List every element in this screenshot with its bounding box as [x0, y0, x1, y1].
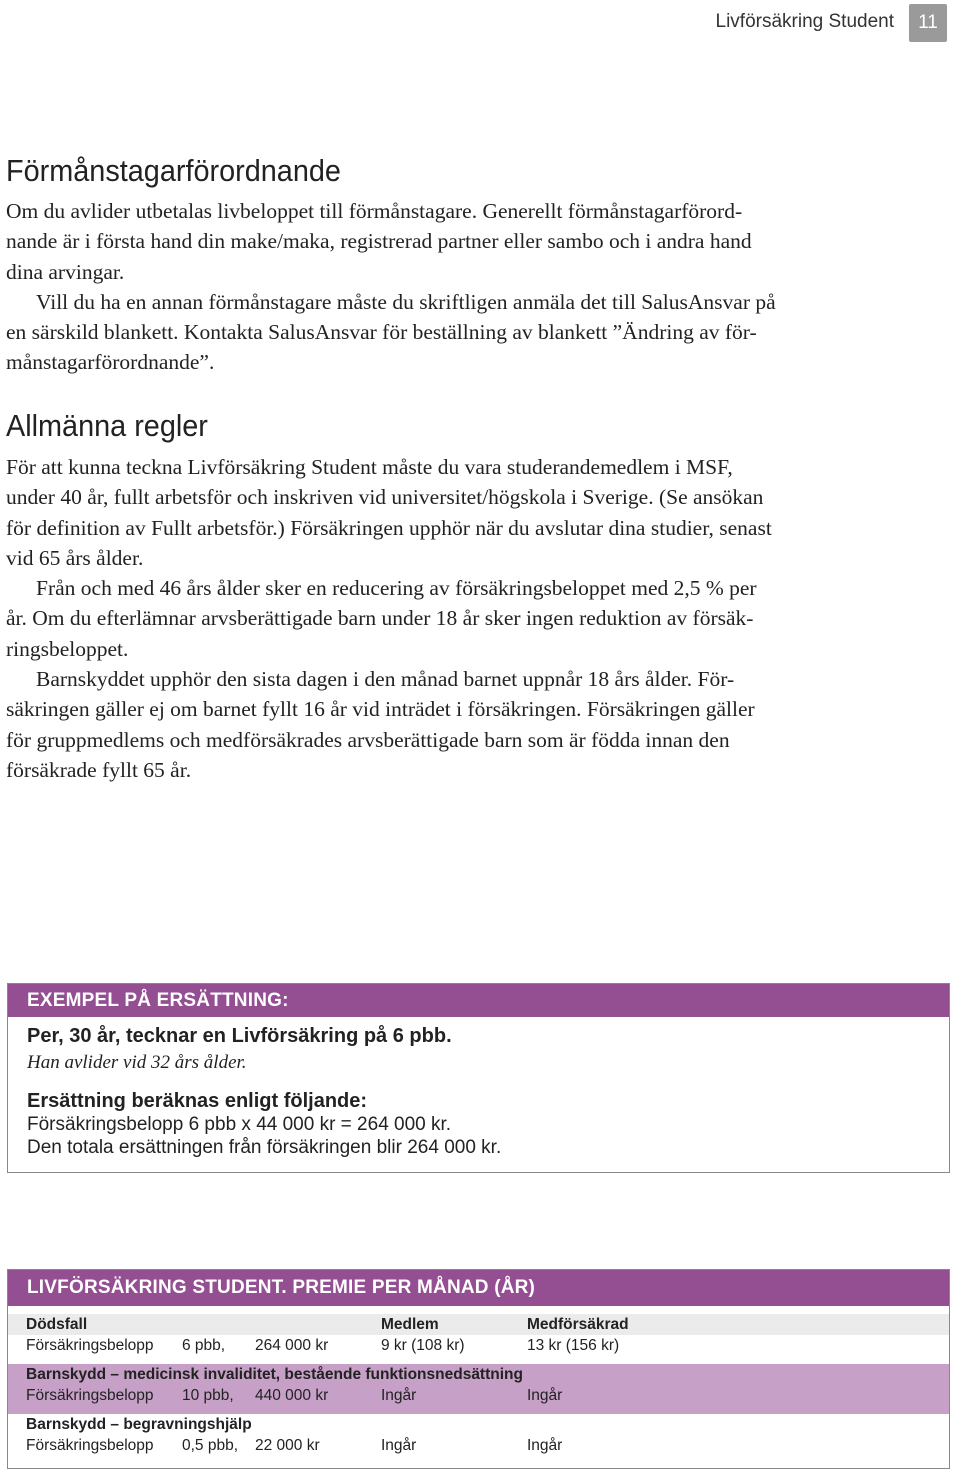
- row-medforsakrad: Ingår: [509, 1385, 949, 1406]
- page-number-badge: 11: [909, 4, 947, 42]
- row-label: Försäkringsbelopp: [8, 1385, 174, 1406]
- paragraph-line: under 40 år, fullt arbetsför och inskriven vid universitet/högskola i Sverige. (Se ansökan: [6, 485, 764, 510]
- paragraph-line: Från och med 46 års ålder sker en reducering av försäkringsbeloppet med 2,5 % per: [36, 576, 757, 601]
- example-calc-heading: Ersättning beräknas enligt följande:: [27, 1090, 368, 1112]
- row-medlem: 9 kr (108 kr): [381, 1336, 465, 1354]
- paragraph-line: ringsbeloppet.: [6, 636, 129, 661]
- row-pbb: 0,5 pbb,: [182, 1436, 239, 1454]
- row-medlem: Ingår: [363, 1385, 509, 1406]
- premium-table-box: [7, 1269, 950, 1469]
- row-pbb: 10 pbb,: [174, 1385, 247, 1406]
- paragraph-line: försäkrade fyllt 65 år.: [6, 757, 192, 782]
- row-medforsakrad: 13 kr (156 kr): [527, 1336, 620, 1354]
- column-header-medforsakrad: Medförsäkrad: [509, 1314, 949, 1335]
- row-medlem: Ingår: [381, 1436, 417, 1454]
- paragraph-line: vid 65 års ålder.: [6, 545, 144, 570]
- paragraph-line: nande är i första hand din make/maka, registrerad partner eller sambo och i andra hand: [6, 229, 752, 254]
- paragraph-line: för gruppmedlems och medförsäkrades arvsberättigade barn som är födda innan den: [6, 727, 730, 752]
- table-row: [8, 1335, 949, 1356]
- premium-table: [8, 1306, 949, 1456]
- column-header-medlem: Medlem: [363, 1314, 509, 1335]
- paragraph-line: månstagarförordnande”.: [6, 350, 215, 375]
- paragraph-line: en särskild blankett. Kontakta SalusAnsvar för beställning av blankett ”Ändring av för-: [6, 320, 757, 345]
- paragraph-line: Vill du ha en annan förmånstagare måste du skriftligen anmäla det till SalusAnsvar på: [36, 289, 776, 314]
- table-row: [8, 1385, 949, 1406]
- table-row: [8, 1435, 949, 1456]
- row-medforsakrad: Ingår: [527, 1436, 563, 1454]
- paragraph-line: för definition av Fullt arbetsför.) Försäkringen upphör när du avslutar dina studier, senast: [6, 515, 772, 540]
- row-label: Försäkringsbelopp: [26, 1336, 154, 1354]
- running-header-title: Livförsäkring Student: [715, 11, 894, 32]
- example-subtitle: Han avlider vid 32 års ålder.: [27, 1052, 247, 1073]
- row-pbb: 6 pbb,: [182, 1336, 226, 1354]
- table-row: [8, 1314, 949, 1335]
- example-box-body: [8, 1017, 949, 1159]
- example-title: Per, 30 år, tecknar en Livförsäkring på 6 pbb.: [27, 1025, 452, 1047]
- example-box-header: EXEMPEL PÅ ERSÄTTNING:: [8, 984, 949, 1017]
- paragraph-line: år. Om du efterlämnar arvsberättigade barn under 18 år sker ingen reduktion av försäk-: [6, 606, 754, 631]
- group-title: Barnskydd – medicinsk invaliditet, bestående funktionsnedsättning: [8, 1364, 949, 1385]
- heading-allmanna-regler: Allmänna regler: [6, 408, 208, 443]
- row-amount: 22 000 kr: [255, 1436, 320, 1454]
- section-formanstagare-text: [6, 196, 946, 378]
- table-row: [8, 1364, 949, 1385]
- example-calc-line: Försäkringsbelopp 6 pbb x 44 000 kr = 264 000 kr.: [27, 1114, 452, 1135]
- premium-table-header: LIVFÖRSÄKRING STUDENT. PREMIE PER MÅNAD (ÅR): [8, 1270, 949, 1306]
- row-label: Försäkringsbelopp: [26, 1436, 154, 1454]
- example-box: [7, 983, 950, 1173]
- group-title: Barnskydd – begravningshjälp: [26, 1415, 252, 1433]
- paragraph-line: Barnskyddet upphör den sista dagen i den månad barnet uppnår 18 års ålder. För-: [36, 667, 735, 692]
- paragraph-line: Om du avlider utbetalas livbeloppet till förmånstagare. Generellt förmånstagarförord-: [6, 199, 743, 223]
- row-amount: 264 000 kr: [255, 1336, 329, 1354]
- paragraph-line: säkringen gäller ej om barnet fyllt 16 år vid inträdet i försäkringen. Försäkringen gäller: [6, 697, 755, 722]
- table-row: [8, 1414, 949, 1435]
- heading-formanstagarforordnande: Förmånstagarförordnande: [6, 153, 341, 188]
- group-title: Dödsfall: [8, 1314, 363, 1335]
- example-calc-line: Den totala ersättningen från försäkringen blir 264 000 kr.: [27, 1137, 502, 1158]
- section-allmanna-regler-text: [6, 452, 946, 785]
- paragraph-line: dina arvingar.: [6, 259, 125, 284]
- row-amount: 440 000 kr: [247, 1385, 363, 1406]
- paragraph-line: För att kunna teckna Livförsäkring Student måste du vara studerandemedlem i MSF,: [6, 455, 733, 479]
